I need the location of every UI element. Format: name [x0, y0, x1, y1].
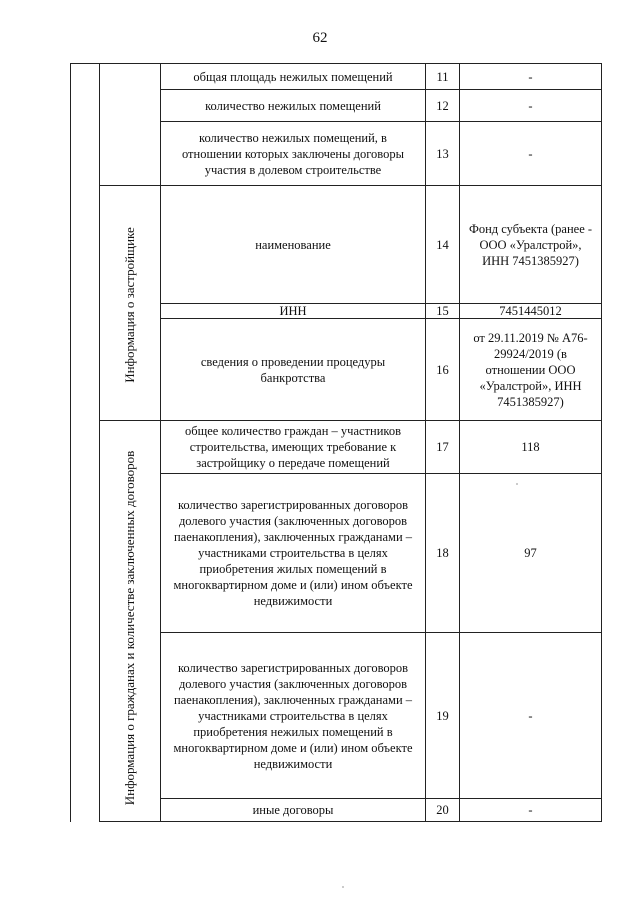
- row-17-value: 118: [521, 440, 540, 454]
- page-number: 62: [312, 30, 328, 46]
- row-20-number: 20: [436, 803, 449, 817]
- row-12-label: количество нежилых помещений: [205, 98, 381, 113]
- row-15-label: ИНН: [279, 304, 307, 318]
- row-14-value: Фонд субъекта (ранее - ООО «Уралстрой», ИНН 7451385927): [468, 221, 593, 268]
- row-13-label: количество нежилых помещений, в отношении которых заключены договоры участия в долевом строительстве: [181, 130, 405, 177]
- row-19-value: -: [528, 708, 533, 723]
- row-20-label: иные договоры: [252, 803, 334, 817]
- row-18-label: количество зарегистрированных договоров долевого участия (заключенных договоров паенакопления), заключенных гражданами – участниками строительства в целях приобретения жилых помещений в многоквартирном доме и (или) ином объекте недвижимости: [173, 498, 413, 608]
- row-13-number: 13: [436, 146, 449, 161]
- group-label-citizens: Информация о гражданах и количестве заключенных договоров: [122, 450, 137, 806]
- group-label-developer: Информация о застройщике: [122, 227, 137, 383]
- row-12-number: 12: [436, 98, 449, 113]
- row-18-number: 18: [436, 546, 449, 560]
- row-16-number: 16: [436, 362, 449, 377]
- row-13-value: -: [528, 146, 533, 161]
- row-17-label: общее количество граждан – участников строительства, имеющих требование к застройщику о передаче помещений: [185, 424, 401, 470]
- row-16-value: от 29.11.2019 № А76-29924/2019 (в отношении ООО «Уралстрой», ИНН 7451385927): [473, 330, 588, 409]
- row-20-value: -: [528, 803, 533, 817]
- scan-speck: [516, 483, 518, 485]
- row-14-number: 14: [436, 237, 449, 252]
- row-15-number: 15: [436, 304, 449, 318]
- row-19-label: количество зарегистрированных договоров долевого участия (заключенных договоров паенакопления), заключенных гражданами – участниками строительства в целях приобретения нежилых помещений в многоквартирном доме и (или) ином объекте недвижимости: [173, 660, 413, 771]
- row-12-value: -: [528, 98, 533, 113]
- row-18-value: 97: [524, 546, 537, 560]
- row-11-value: -: [528, 69, 533, 84]
- row-16-label: сведения о проведении процедуры банкротства: [200, 354, 386, 385]
- row-14-label: наименование: [255, 237, 331, 252]
- row-15-value: 7451445012: [499, 304, 562, 318]
- row-17-number: 17: [436, 440, 449, 454]
- scan-speck: [342, 886, 344, 888]
- row-11-number: 11: [436, 69, 449, 84]
- row-11-label: общая площадь нежилых помещений: [193, 69, 393, 84]
- row-19-number: 19: [436, 708, 449, 723]
